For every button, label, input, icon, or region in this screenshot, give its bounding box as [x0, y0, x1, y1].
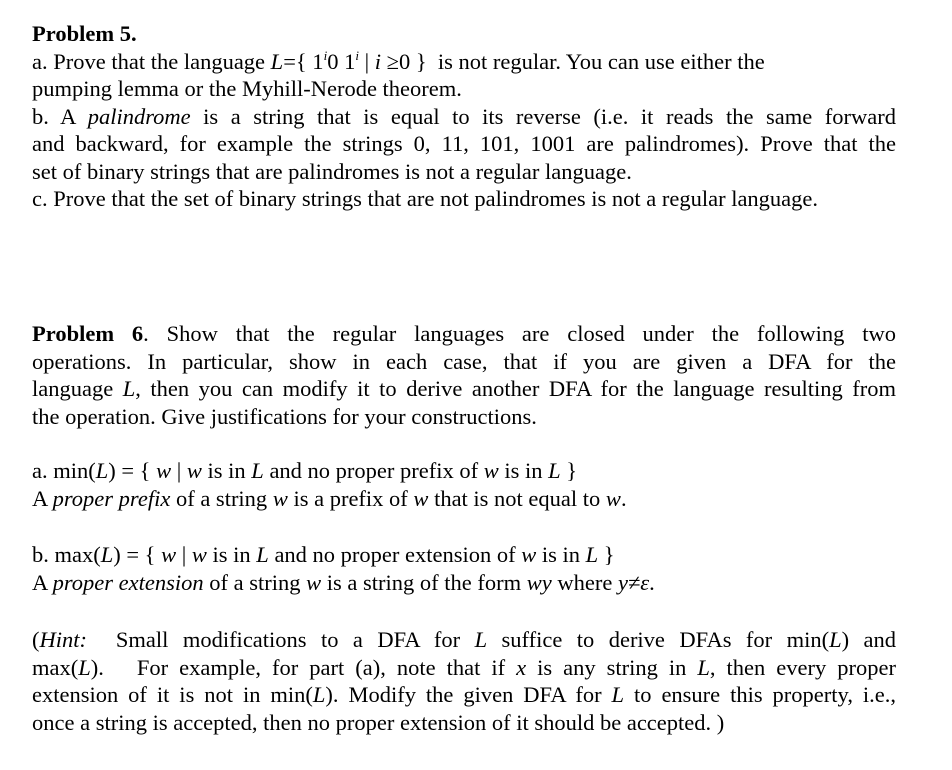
var-w: w: [161, 542, 177, 567]
problem-5c-line-1: c. Prove that the set of binary strings that are not palindromes is not a regular language.: [32, 186, 819, 211]
text: ) = {: [108, 458, 157, 483]
text: . Show that the regular languages are closed under the following two: [143, 321, 896, 346]
text: extension of it is not in min(: [32, 682, 313, 707]
problem-5: [32, 20, 896, 213]
var-i: i: [374, 48, 381, 74]
var-w: w: [186, 458, 202, 483]
text: 0 1: [327, 48, 356, 74]
problem-5-title: Problem 5.: [32, 21, 137, 46]
exponent-i: i: [323, 47, 328, 63]
problem-5a-line-2: pumping lemma or the Myhill-Nerode theorem.: [32, 76, 462, 101]
problem-6-line-2: operations. In particular, show in each case, that if you are given a DFA for the: [32, 348, 896, 374]
var-L: L: [78, 654, 91, 680]
problem-5b-line-2: and backward, for example the strings 0, 11, 101, 1001 are palindromes). Prove that the: [32, 131, 896, 156]
text: is in: [498, 458, 549, 483]
var-w: w: [521, 542, 537, 567]
text: Small modifications to a DFA for: [87, 627, 475, 652]
text: and no proper prefix of: [263, 458, 484, 483]
text: a. min(: [32, 458, 96, 483]
problem-6-title: Problem 6: [32, 321, 144, 346]
problem-5a-line-1: [32, 48, 896, 76]
var-w: w: [191, 542, 207, 567]
text: ≥0 }: [380, 48, 427, 74]
term-proper-prefix: proper prefix: [52, 485, 171, 511]
var-L: L: [611, 682, 625, 707]
text: is in: [206, 542, 257, 567]
text: A: [32, 569, 53, 595]
text: |: [171, 458, 187, 483]
var-w: w: [413, 485, 429, 511]
hint: [32, 626, 896, 736]
var-w: w: [483, 458, 499, 483]
var-w: w: [156, 458, 172, 483]
text: is not regular. You can use either the: [426, 48, 765, 74]
problem-6b: [32, 541, 896, 596]
var-w: w: [306, 569, 322, 595]
text: }: [598, 542, 615, 567]
text: of a string: [203, 569, 307, 595]
var-L: L: [829, 627, 842, 652]
var-L: L: [270, 48, 284, 74]
problem-6a-definition: [32, 457, 896, 485]
hint-line-2: [32, 654, 896, 682]
hint-label: Hint:: [39, 627, 87, 652]
var-L: L: [100, 542, 114, 567]
hint-line-1: [32, 626, 896, 654]
problem-6-line-1: [32, 320, 896, 348]
problem-6a-proper-prefix: [32, 485, 896, 513]
text: is a string that is equal to its reverse (i.e. it reads the same forward: [190, 103, 896, 129]
problem-6b-definition: [32, 541, 896, 569]
var-L: L: [474, 627, 488, 652]
text: where: [551, 569, 618, 595]
var-L: L: [122, 376, 136, 401]
text: that is not equal to: [428, 485, 606, 511]
var-L: L: [312, 682, 326, 707]
text: }: [560, 458, 578, 483]
var-L: L: [697, 654, 710, 680]
text: ) and: [841, 627, 896, 652]
text: suffice to derive DFAs for min(: [487, 627, 830, 652]
text: .: [620, 485, 627, 511]
problem-5b-line-3: set of binary strings that are palindromes is not a regular language.: [32, 158, 632, 184]
var-L: L: [585, 542, 599, 567]
problem-5b-line-1: [32, 103, 896, 131]
text: .: [649, 569, 655, 595]
text: is a string of the form: [321, 569, 527, 595]
text: b. max(: [32, 542, 101, 567]
term-palindrome: palindrome: [87, 103, 191, 129]
var-x: x: [516, 654, 527, 680]
text: , then you can modify it to derive another DFA for the language resulting from: [135, 376, 896, 401]
problem-6-line-4: the operation. Give justifications for your constructions.: [32, 403, 537, 429]
text: to ensure this property, i.e.,: [624, 682, 897, 707]
problem-6: [32, 320, 896, 430]
text: A: [32, 485, 53, 511]
text: is any string in: [526, 654, 698, 680]
text: b. A: [32, 103, 88, 129]
var-wy: wy: [526, 569, 552, 595]
var-L: L: [548, 458, 561, 483]
exponent-i: i: [355, 47, 359, 63]
text: is in: [536, 542, 586, 567]
hint-line-4: once a string is accepted, then no proper extension of it should be accepted. ): [32, 709, 725, 735]
var-L: L: [256, 542, 269, 567]
hint-line-3: [32, 681, 896, 709]
text: |: [358, 48, 375, 74]
problem-6b-proper-extension: [32, 569, 896, 597]
text: |: [176, 542, 192, 567]
text: ) = {: [113, 542, 162, 567]
text: and no proper extension of: [268, 542, 522, 567]
text: is in: [201, 458, 252, 483]
text: , then every proper: [709, 654, 896, 680]
var-w: w: [272, 485, 288, 511]
text: (: [32, 627, 40, 652]
var-L: L: [251, 458, 264, 483]
text: is a prefix of: [287, 485, 414, 511]
problem-6a: [32, 457, 896, 512]
problem-6-line-3: [32, 375, 896, 403]
text: a. Prove that the language: [32, 48, 271, 74]
text: ={ 1: [283, 48, 324, 74]
text: ). For example, for part (a), note that if: [90, 654, 517, 680]
text: of a string: [170, 485, 273, 511]
text: max(: [32, 654, 79, 680]
var-w: w: [605, 485, 621, 511]
condition-y-not-epsilon: y≠ε: [617, 569, 650, 595]
term-proper-extension: proper extension: [52, 569, 204, 595]
var-L: L: [95, 458, 109, 483]
text: language: [32, 376, 123, 401]
text: ). Modify the given DFA for: [325, 682, 612, 707]
